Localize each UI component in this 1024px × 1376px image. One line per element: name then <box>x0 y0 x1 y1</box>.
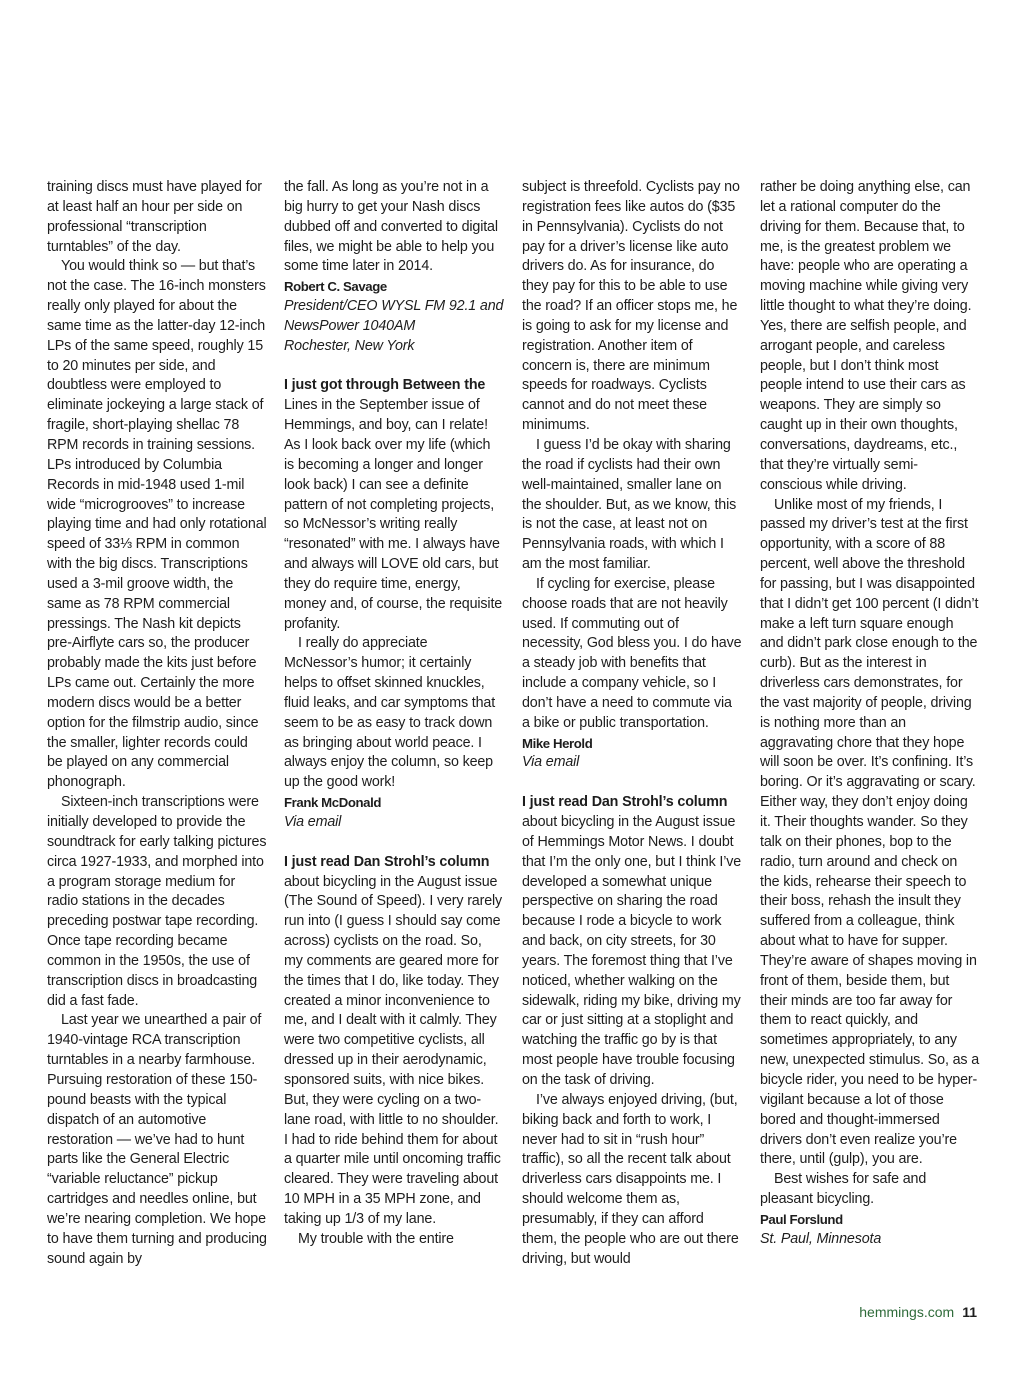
letter-text: about bicycling in the August issue (The Sound of Speed). I very rarely run into (I guess I should say come across) cyclists on the road. So, my comments are geared more for the times that I do, like today. They created a minor inconvenience to me, and I dealt with it calmly. They were two competitive cyclists, all dressed up in their aerodynamic, sponsored suits, with nice bikes. But, they were cycling on a two-lane road, with little to no shoulder. I had to ride behind them for about a quarter mile until oncoming traffic cleared. They were traveling about 10 MPH in a 35 MPH zone, and taking up 1/3 of my lane. <box>284 873 503 1227</box>
body-paragraph: You would think so — but that’s not the case. The 16-inch monsters really only played for about the same time as the latter-day 12-inch LPs of the same speed, roughly 15 to 20 minutes per side, and doubtless were employed to eliminate jockeying a large stack of fragile, short-playing shellac 78 RPM records in training sessions. LPs introduced by Columbia Records in mid-1948 used 1-mil wide “microgrooves” to increase playing time and had only rotational speed of 33⅓ RPM in common with the big discs. Transcriptions used a 3-mil groove width, the same as 78 RPM commercial pressings. The Nash kit depicts pre-Airflyte cars so, the producer probably made the kits just before LPs came out. Certainly the more modern discs would be a better option for the filmstrip audio, since the smaller, lighter records could be played on any commercial phonograph. <box>47 258 267 791</box>
section-spacer <box>522 773 742 793</box>
signature-affiliation: President/CEO WYSL FM 92.1 and NewsPower 1040AM <box>284 298 504 334</box>
signature-affiliation: Via email <box>522 754 580 771</box>
body-paragraph: I really do appreciate McNessor’s humor; it certainly helps to offset skinned knuckles, fluid leaks, and car symptoms that seem to be as easy to track down as bringing about world peace. I always enjoy the column, so keep up the good work! <box>284 635 496 791</box>
page-number: 11 <box>962 1304 977 1320</box>
letter-paragraph <box>284 853 504 1230</box>
letter-paragraph <box>284 376 504 634</box>
body-paragraph: If cycling for exercise, please choose roads that are not heavily used. If commuting out of necessity, God bless you. I do have a steady job with benefits that include a company vehicle, so I don’t have a need to commute via a bike or public transportation. <box>522 575 742 731</box>
body-paragraph: I guess I’d be okay with sharing the road if cyclists had their own well-maintained, smaller lane on the shoulder. But, as we know, this is not the case, at least not on Pennsylvania roads, with which I am the most familiar. <box>522 436 737 573</box>
body-paragraph: My trouble with the entire <box>298 1230 454 1247</box>
article-column-4 <box>760 178 980 1250</box>
letter-signature: Frank McDonald <box>284 795 381 811</box>
article-column-3 <box>522 178 742 1269</box>
page-footer <box>859 1304 977 1320</box>
letter-signature: Paul Forslund <box>760 1211 843 1227</box>
section-spacer <box>284 833 504 853</box>
site-url[interactable]: hemmings.com <box>859 1304 955 1320</box>
signature-affiliation: St. Paul, Minnesota <box>760 1230 882 1247</box>
body-paragraph: the fall. As long as you’re not in a big hurry to get your Nash discs dubbed off and converted to digital files, we might be able to help you some time later in 2014. <box>284 179 498 275</box>
letter-lead-in: I just got through Between the <box>284 377 486 394</box>
article-column-2 <box>284 178 504 1250</box>
body-paragraph: Sixteen-inch transcriptions were initially developed to provide the soundtrack for early talking pictures circa 1927-1933, and morphed into a program storage medium for radio stations in the decades preceding postwar tape recording. Once tape recording became common in the 1950s, the use of transcription discs in broadcasting did a fast fade. <box>47 794 267 1009</box>
body-paragraph: Best wishes for safe and pleasant bicycling. <box>760 1171 927 1208</box>
letter-text: about bicycling in the August issue of Hemmings Motor News. I doubt that I’m the only one, but I think I’ve developed a somewhat unique perspective on sharing the road because I rode a bicycle to work and back, on city streets, for 30 years. The foremost thing that I’ve noticed, whether walking on the sidewalk, riding my bike, driving my car or just sitting at a stoplight and watching the traffic go by is that most people have trouble focusing on the task of driving. <box>522 814 742 1088</box>
body-paragraph: I’ve always enjoyed driving, (but, biking back and forth to work, I never had to sit in “rush hour” traffic), so all the recent talk about driverless cars disappoints me. I should welcome them as, presumably, if they can afford them, the people who are out there driving, but would <box>522 1091 739 1267</box>
letter-lead-in: I just read Dan Strohl’s column <box>284 853 490 870</box>
article-column-1 <box>47 178 267 1269</box>
signature-affiliation: Rochester, New York <box>284 337 415 354</box>
section-spacer <box>284 357 504 377</box>
body-paragraph: training discs must have played for at least half an hour per side on professional “transcription turntables” of the day. <box>47 179 262 255</box>
letter-lead-in: I just read Dan Strohl’s column <box>522 794 728 811</box>
letter-text: Lines in the September issue of Hemmings, and boy, can I relate! As I look back over my life (which is becoming a longer and longer look back) I can see a definite pattern of not completing projects, so McNessor’s writing really “resonated” with me. I always have and always will LOVE old cars, but they do require time, energy, money and, of course, the requisite profanity. <box>284 397 503 632</box>
letter-signature: Robert C. Savage <box>284 279 387 295</box>
letter-paragraph <box>522 793 742 1091</box>
body-paragraph: Unlike most of my friends, I passed my driver’s test at the first opportunity, with a score of 88 percent, well above the threshold for passing, but I was disappointed that I didn’t get 100 percent (I didn’t make a left turn square enough and didn’t park close enough to the curb). But as the interest in driverless cars demonstrates, for the vast majority of people, driving is nothing more than an aggravating chore that they hope will soon be over. It’s confining. It’s boring. Or it’s aggravating or scary. Either way, they don’t enjoy doing it. Their thoughts wander. So they talk on their phones, bop to the radio, turn around and check on the kids, rehearse their speech to their boss, rehash the insult they suffered from a colleague, think about what to have for supper. They’re aware of shapes moving in front of them, beside them, but their minds are too far away for them to react quickly, and sometimes appropriately, to any new, unexpected stimulus. So, as a bicycle rider, you need to be hyper-vigilant because a lot of those bored and thought-immersed drivers don’t even realize you’re there, until (gulp), you are. <box>760 496 980 1168</box>
body-paragraph: subject is threefold. Cyclists pay no registration fees like autos do ($35 in Pennsylvania). Cyclists do not pay for a driver’s license like auto drivers do. As for insurance, do they pay for this to be able to use the road? If an officer stops me, he is going to ask for my license and registration. Another item of concern is, there are minimum speeds for roadways. Cyclists cannot and do not meet these minimums. <box>522 179 740 434</box>
body-paragraph: rather be doing anything else, can let a rational computer do the driving for them. Because that, to me, is the greatest problem we have: people who are operating a moving machine while giving very little thought to what they’re doing. Yes, there are selfish people, and arrogant people, and careless people, but I don’t think most people intend to use their cars as weapons. They are simply so caught up in their own thoughts, conversations, daydreams, etc., that they’re virtually semi-conscious while driving. <box>760 179 972 493</box>
signature-affiliation: Via email <box>284 814 342 830</box>
body-paragraph: Last year we unearthed a pair of 1940-vintage RCA transcription turntables in a nearby farmhouse. Pursuing restoration of these 150-pound beasts with the typical dispatch of an automotive restoration — we’ve had to hunt parts like the General Electric “variable reluctance” pickup cartridges and needles online, but we’re nearing completion. We hope to have them turning and producing sound again by <box>47 1012 267 1267</box>
letter-signature: Mike Herold <box>522 735 593 751</box>
